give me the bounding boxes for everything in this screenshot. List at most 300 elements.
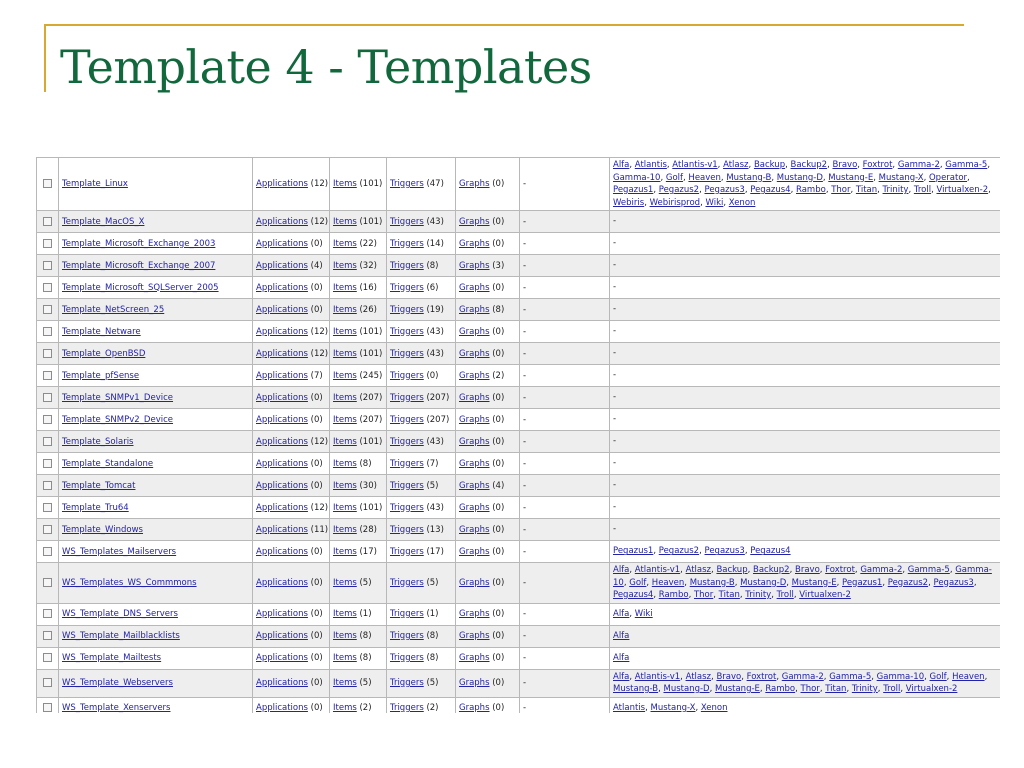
row-select-checkbox[interactable]: [43, 217, 52, 226]
host-link[interactable]: Backup: [716, 565, 748, 575]
row-select-checkbox[interactable]: [43, 349, 52, 358]
applications-count: (11): [310, 524, 329, 535]
graphs-link[interactable]: Graphs: [459, 678, 490, 688]
host-link[interactable]: Alfa: [613, 160, 630, 170]
triggers-link[interactable]: Triggers: [390, 458, 424, 469]
host-link[interactable]: Pegazus4: [750, 546, 791, 557]
items-link[interactable]: Items: [333, 653, 357, 663]
triggers-link[interactable]: Triggers: [390, 609, 424, 619]
applications-cell: [253, 519, 330, 541]
items-link[interactable]: Items: [333, 577, 357, 588]
template-name-link[interactable]: WS_Templates_Mailservers: [62, 546, 177, 557]
template-name-cell: [59, 625, 253, 647]
applications-link[interactable]: Applications: [256, 609, 308, 619]
host-link[interactable]: Golf: [929, 671, 947, 682]
triggers-cell: [387, 387, 456, 409]
applications-link[interactable]: Applications: [256, 480, 308, 491]
items-count: (26): [359, 304, 377, 315]
graphs-link[interactable]: Graphs: [459, 546, 490, 557]
applications-count: (0): [310, 392, 323, 403]
graphs-cell: [456, 697, 520, 713]
host-link[interactable]: Heaven: [688, 172, 721, 183]
applications-count: (0): [310, 458, 323, 469]
row-select-checkbox[interactable]: [43, 631, 52, 640]
table-row: [37, 277, 1001, 299]
host-link[interactable]: Mustang-B: [613, 684, 659, 694]
table-row: [37, 603, 1001, 625]
host-link[interactable]: Rambo: [658, 590, 689, 600]
host-link[interactable]: Pegazus4: [613, 590, 654, 600]
graphs-cell: [456, 158, 520, 211]
host-link[interactable]: Mustang-B: [689, 577, 735, 588]
items-link[interactable]: Items: [333, 703, 357, 713]
triggers-link[interactable]: Triggers: [390, 392, 424, 403]
triggers-count: (43): [426, 326, 444, 337]
items-link[interactable]: Items: [333, 238, 357, 249]
linked-templates-cell: -: [520, 647, 610, 669]
row-select-checkbox[interactable]: [43, 261, 52, 270]
triggers-link[interactable]: Triggers: [390, 577, 424, 588]
template-name-link[interactable]: WS_Template_DNS_Servers: [62, 609, 178, 619]
template-name-link[interactable]: WS_Template_Mailtests: [62, 653, 162, 663]
host-link[interactable]: Bravo: [795, 565, 820, 575]
row-select-checkbox[interactable]: [43, 283, 52, 292]
host-link[interactable]: Mustang-D: [776, 172, 823, 183]
host-link[interactable]: Bravo: [832, 160, 858, 170]
linked-hosts-cell: -: [610, 321, 1001, 343]
host-link[interactable]: Alfa: [613, 630, 630, 641]
host-link[interactable]: Operator: [928, 172, 968, 183]
items-cell: [330, 343, 387, 365]
host-link[interactable]: Golf: [629, 577, 647, 588]
template-name-link[interactable]: Template_Standalone: [62, 458, 154, 469]
host-link[interactable]: Mustang-D: [663, 684, 710, 694]
items-cell: [330, 387, 387, 409]
triggers-link[interactable]: Triggers: [390, 348, 424, 359]
items-link[interactable]: Items: [333, 502, 357, 513]
host-link[interactable]: Thor: [800, 684, 820, 694]
linked-templates-cell: -: [520, 409, 610, 431]
applications-link[interactable]: Applications: [256, 631, 308, 641]
items-link[interactable]: Items: [333, 326, 357, 337]
graphs-link[interactable]: Graphs: [459, 304, 490, 315]
template-name-link[interactable]: Template_SNMPv1_Device: [62, 392, 174, 403]
triggers-link[interactable]: Triggers: [390, 502, 424, 513]
host-link[interactable]: Virtualxen-2: [905, 684, 958, 694]
applications-link[interactable]: Applications: [256, 370, 308, 381]
host-link[interactable]: Trinity: [745, 590, 772, 600]
host-link[interactable]: Pegazus1: [842, 577, 883, 588]
items-link[interactable]: Items: [333, 524, 357, 535]
applications-link[interactable]: Applications: [256, 436, 308, 447]
host-link[interactable]: Gamma-10: [876, 671, 925, 682]
graphs-link[interactable]: Graphs: [459, 458, 490, 469]
host-link[interactable]: Heaven: [952, 671, 985, 682]
template-name-cell: [59, 255, 253, 277]
select-cell: [37, 453, 59, 475]
items-cell: [330, 158, 387, 211]
host-link[interactable]: Titan: [718, 590, 740, 600]
graphs-link[interactable]: Graphs: [459, 260, 490, 271]
items-link[interactable]: Items: [333, 179, 357, 189]
host-link[interactable]: Thor: [693, 590, 714, 600]
triggers-link[interactable]: Triggers: [390, 678, 424, 688]
items-cell: [330, 647, 387, 669]
host-link[interactable]: Alfa: [613, 565, 630, 575]
triggers-link[interactable]: Triggers: [390, 238, 424, 249]
host-link[interactable]: Alfa: [613, 608, 630, 619]
triggers-link[interactable]: Triggers: [390, 179, 424, 189]
triggers-link[interactable]: Triggers: [390, 216, 424, 227]
items-count: (32): [359, 260, 377, 271]
applications-link[interactable]: Applications: [256, 304, 308, 315]
host-link[interactable]: Wiki: [705, 197, 724, 208]
row-select-checkbox[interactable]: [43, 678, 52, 687]
host-link[interactable]: Rambo: [765, 684, 796, 694]
table-row: [37, 255, 1001, 277]
host-link[interactable]: Virtualxen-2: [799, 590, 851, 600]
applications-count: (7): [310, 370, 323, 381]
row-select-checkbox[interactable]: [43, 703, 52, 712]
applications-count: (12): [310, 216, 329, 227]
template-name-link[interactable]: Template_MacOS_X: [62, 216, 145, 227]
row-select-checkbox[interactable]: [43, 525, 52, 534]
row-select-checkbox[interactable]: [43, 653, 52, 662]
items-link[interactable]: Items: [333, 392, 357, 403]
items-cell: [330, 563, 387, 604]
template-name-link[interactable]: Template_Linux: [62, 179, 128, 189]
host-link[interactable]: Atlasz: [685, 671, 712, 682]
host-link[interactable]: Trinity: [851, 684, 878, 694]
graphs-link[interactable]: Graphs: [459, 436, 490, 447]
applications-link[interactable]: Applications: [256, 703, 308, 713]
host-link[interactable]: Gamma-5: [829, 671, 872, 682]
linked-templates-cell: -: [520, 343, 610, 365]
host-link[interactable]: Foxtrot: [746, 671, 777, 682]
select-cell: [37, 541, 59, 563]
row-select-checkbox[interactable]: [43, 578, 52, 587]
graphs-link[interactable]: Graphs: [459, 414, 490, 425]
triggers-link[interactable]: Triggers: [390, 414, 424, 425]
applications-count: (0): [310, 304, 323, 315]
linked-templates-cell: -: [520, 277, 610, 299]
graphs-link[interactable]: Graphs: [459, 577, 490, 588]
items-count: (101): [359, 326, 383, 337]
template-name-link[interactable]: WS_Template_Mailblacklists: [62, 631, 180, 641]
applications-link[interactable]: Applications: [256, 179, 308, 189]
select-cell: [37, 497, 59, 519]
template-name-link[interactable]: Template_Netware: [62, 326, 141, 337]
host-link[interactable]: Atlasz: [723, 160, 749, 170]
host-link[interactable]: Gamma-2: [897, 160, 940, 170]
triggers-link[interactable]: Triggers: [390, 282, 424, 293]
row-select-checkbox[interactable]: [43, 503, 52, 512]
template-name-link[interactable]: Template_Tomcat: [62, 480, 136, 491]
graphs-link[interactable]: Graphs: [459, 502, 490, 513]
host-link[interactable]: Foxtrot: [862, 160, 893, 170]
host-link[interactable]: Gamma-2: [860, 565, 903, 575]
template-name-link[interactable]: Template_Microsoft_Exchange_2003: [62, 238, 216, 249]
applications-link[interactable]: Applications: [256, 678, 308, 688]
graphs-link[interactable]: Graphs: [459, 703, 490, 713]
graphs-link[interactable]: Graphs: [459, 238, 490, 249]
template-name-cell: [59, 669, 253, 697]
host-link[interactable]: Xenon: [728, 197, 756, 208]
triggers-link[interactable]: Triggers: [390, 703, 424, 713]
row-select-checkbox[interactable]: [43, 179, 52, 188]
triggers-link[interactable]: Triggers: [390, 326, 424, 337]
template-name-link[interactable]: Template_Tru64: [62, 502, 129, 513]
row-select-checkbox[interactable]: [43, 327, 52, 336]
template-name-link[interactable]: Template_Solaris: [62, 436, 134, 447]
row-select-checkbox[interactable]: [43, 437, 52, 446]
host-link[interactable]: Alfa: [613, 652, 630, 663]
row-select-checkbox[interactable]: [43, 481, 52, 490]
graphs-link[interactable]: Graphs: [459, 609, 490, 619]
graphs-link[interactable]: Graphs: [459, 282, 490, 293]
host-link[interactable]: Heaven: [651, 577, 685, 588]
graphs-link[interactable]: Graphs: [459, 480, 490, 491]
graphs-link[interactable]: Graphs: [459, 326, 490, 337]
triggers-link[interactable]: Triggers: [390, 370, 424, 381]
applications-link[interactable]: Applications: [256, 502, 308, 513]
applications-cell: [253, 647, 330, 669]
applications-cell: [253, 343, 330, 365]
row-select-checkbox[interactable]: [43, 547, 52, 556]
linked-hosts-cell: -: [610, 431, 1001, 453]
row-select-checkbox[interactable]: [43, 393, 52, 402]
linked-hosts-cell: [610, 625, 1001, 647]
row-select-checkbox[interactable]: [43, 239, 52, 248]
applications-link[interactable]: Applications: [256, 216, 308, 227]
items-count: (8): [359, 458, 372, 469]
items-link[interactable]: Items: [333, 436, 357, 447]
table-row: [37, 365, 1001, 387]
host-link[interactable]: Atlantis: [613, 702, 646, 713]
items-link[interactable]: Items: [333, 304, 357, 315]
items-link[interactable]: Items: [333, 609, 357, 619]
graphs-link[interactable]: Graphs: [459, 631, 490, 641]
applications-link[interactable]: Applications: [256, 458, 308, 469]
template-name-link[interactable]: Template_pfSense: [62, 370, 140, 381]
host-link[interactable]: Backup2: [790, 160, 828, 170]
host-link[interactable]: Titan: [855, 185, 878, 195]
host-link[interactable]: Gamma-5: [945, 160, 988, 170]
items-cell: [330, 519, 387, 541]
triggers-link[interactable]: Triggers: [390, 304, 424, 315]
host-link[interactable]: Mustang-E: [791, 577, 837, 588]
graphs-link[interactable]: Graphs: [459, 179, 490, 189]
graphs-link[interactable]: Graphs: [459, 653, 490, 663]
applications-link[interactable]: Applications: [256, 238, 308, 249]
row-select-checkbox[interactable]: [43, 415, 52, 424]
host-link[interactable]: Mustang-D: [740, 577, 787, 588]
host-link[interactable]: Trinity: [882, 185, 909, 195]
applications-cell: [253, 541, 330, 563]
host-link[interactable]: Mustang-E: [714, 684, 760, 694]
triggers-count: (43): [426, 216, 444, 227]
host-link[interactable]: Atlantis-v1: [634, 671, 681, 682]
triggers-cell: [387, 321, 456, 343]
host-link[interactable]: Pegazus2: [887, 577, 929, 588]
graphs-count: (0): [492, 414, 505, 425]
host-link[interactable]: Xenon: [700, 702, 728, 713]
graphs-cell: [456, 647, 520, 669]
host-link[interactable]: Atlantis-v1: [634, 565, 681, 575]
select-cell: [37, 158, 59, 211]
triggers-link[interactable]: Triggers: [390, 524, 424, 535]
template-name-link[interactable]: WS_Template_Webservers: [62, 678, 173, 688]
host-link[interactable]: Troll: [913, 185, 932, 195]
template-name-link[interactable]: Template_Windows: [62, 524, 143, 535]
triggers-link[interactable]: Triggers: [390, 260, 424, 271]
items-link[interactable]: Items: [333, 260, 357, 271]
applications-link[interactable]: Applications: [256, 577, 308, 588]
template-name-link[interactable]: Template_Microsoft_Exchange_2007: [62, 260, 216, 271]
host-link[interactable]: Atlasz: [685, 565, 712, 575]
host-link[interactable]: Mustang-B: [726, 172, 772, 183]
host-link[interactable]: Webiris: [613, 197, 645, 208]
items-link[interactable]: Items: [333, 414, 357, 425]
host-link[interactable]: Atlantis-v1: [672, 160, 718, 170]
host-link[interactable]: Pegazus3: [933, 577, 974, 588]
linked-hosts-cell: -: [610, 475, 1001, 497]
host-link[interactable]: Gamma-2: [781, 671, 824, 682]
select-cell: [37, 697, 59, 713]
host-link[interactable]: Pegazus2: [658, 185, 700, 195]
applications-link[interactable]: Applications: [256, 392, 308, 403]
select-cell: [37, 669, 59, 697]
applications-count: (0): [310, 480, 323, 491]
graphs-count: (0): [492, 546, 505, 557]
triggers-link[interactable]: Triggers: [390, 546, 424, 557]
host-link[interactable]: Pegazus1: [613, 185, 654, 195]
items-link[interactable]: Items: [333, 458, 357, 469]
triggers-link[interactable]: Triggers: [390, 480, 424, 491]
items-cell: [330, 669, 387, 697]
triggers-count: (0): [426, 370, 439, 381]
items-cell: [330, 321, 387, 343]
host-link[interactable]: Pegazus4: [750, 185, 791, 195]
items-link[interactable]: Items: [333, 282, 357, 293]
host-link[interactable]: Foxtrot: [825, 565, 855, 575]
select-cell: [37, 409, 59, 431]
triggers-link[interactable]: Triggers: [390, 436, 424, 447]
row-select-checkbox[interactable]: [43, 371, 52, 380]
linked-hosts-cell: Alfa, Atlantis-v1, Atlasz, Backup, Backup2, Bravo, Foxtrot, Gamma-2, Gamma-5, Gamma-10, Golf, Heaven, Mustang-B, Mustang-D, Mustang-E, Pegazus1, Pegazus2, Pegazus3, Pegazus4, Rambo, Thor, Titan, Trinity, Troll, Virtualxen-2: [610, 563, 1001, 604]
host-link[interactable]: Gamma-10: [613, 172, 661, 183]
host-link[interactable]: Bravo: [716, 671, 742, 682]
graphs-count: (0): [492, 238, 505, 249]
host-link[interactable]: Pegazus2: [658, 546, 700, 557]
template-name-link[interactable]: Template_NetScreen_25: [62, 304, 165, 315]
template-name-link[interactable]: Template_OpenBSD: [62, 348, 146, 359]
host-link[interactable]: Webirisprod: [649, 197, 701, 208]
applications-link[interactable]: Applications: [256, 348, 308, 359]
host-link[interactable]: Pegazus3: [704, 546, 745, 557]
host-link[interactable]: Golf: [665, 172, 684, 183]
host-link[interactable]: Mustang-X: [650, 702, 696, 713]
triggers-link[interactable]: Triggers: [390, 631, 424, 641]
applications-link[interactable]: Applications: [256, 282, 308, 293]
applications-link[interactable]: Applications: [256, 653, 308, 663]
graphs-link[interactable]: Graphs: [459, 370, 490, 381]
applications-link[interactable]: Applications: [256, 414, 308, 425]
host-link[interactable]: Rambo: [796, 185, 826, 195]
host-link[interactable]: Alfa: [613, 671, 630, 682]
applications-link[interactable]: Applications: [256, 260, 308, 271]
host-link[interactable]: Backup: [753, 160, 786, 170]
host-link[interactable]: Wiki: [634, 608, 653, 619]
items-cell: [330, 365, 387, 387]
host-link[interactable]: Mustang-X: [878, 172, 924, 183]
host-link[interactable]: Gamma-10: [613, 565, 992, 588]
items-link[interactable]: Items: [333, 370, 357, 381]
items-count: (8): [359, 653, 372, 663]
host-link[interactable]: Atlantis: [634, 160, 667, 170]
items-link[interactable]: Items: [333, 348, 357, 359]
template-name-link[interactable]: WS_Templates_WS_Commmons: [62, 577, 197, 588]
row-select-checkbox[interactable]: [43, 305, 52, 314]
graphs-link[interactable]: Graphs: [459, 216, 490, 227]
applications-link[interactable]: Applications: [256, 326, 308, 337]
template-name-link[interactable]: Template_Microsoft_SQLServer_2005: [62, 282, 219, 293]
template-name-cell: [59, 409, 253, 431]
table-row: [37, 475, 1001, 497]
host-link[interactable]: Mustang-E: [828, 172, 874, 183]
applications-link[interactable]: Applications: [256, 524, 308, 535]
row-select-checkbox[interactable]: [43, 459, 52, 468]
applications-count: (12): [310, 326, 329, 337]
graphs-link[interactable]: Graphs: [459, 524, 490, 535]
host-link[interactable]: Pegazus3: [704, 185, 745, 195]
items-link[interactable]: Items: [333, 480, 357, 491]
applications-link[interactable]: Applications: [256, 546, 308, 557]
items-link[interactable]: Items: [333, 631, 357, 641]
template-name-link[interactable]: Template_SNMPv2_Device: [62, 414, 174, 425]
items-count: (5): [359, 577, 372, 588]
graphs-link[interactable]: Graphs: [459, 392, 490, 403]
triggers-cell: [387, 277, 456, 299]
triggers-link[interactable]: Triggers: [390, 653, 424, 663]
graphs-link[interactable]: Graphs: [459, 348, 490, 359]
host-link[interactable]: Virtualxen-2: [936, 185, 989, 195]
graphs-cell: [456, 343, 520, 365]
host-link[interactable]: Titan: [825, 684, 847, 694]
items-link[interactable]: Items: [333, 546, 357, 557]
host-link[interactable]: Thor: [831, 185, 851, 195]
template-name-cell: [59, 233, 253, 255]
host-link[interactable]: Pegazus1: [613, 546, 654, 557]
host-link[interactable]: Backup2: [753, 565, 790, 575]
items-count: (30): [359, 480, 377, 491]
host-link[interactable]: Troll: [883, 684, 901, 694]
applications-cell: [253, 431, 330, 453]
template-name-link[interactable]: WS_Template_Xenservers: [62, 703, 171, 713]
host-link[interactable]: Gamma-5: [907, 565, 950, 575]
host-link[interactable]: Troll: [776, 590, 794, 600]
linked-hosts-cell: -: [610, 365, 1001, 387]
linked-templates-cell: -: [520, 211, 610, 233]
row-select-checkbox[interactable]: [43, 609, 52, 618]
items-link[interactable]: Items: [333, 678, 357, 688]
triggers-count: (19): [426, 304, 444, 315]
items-link[interactable]: Items: [333, 216, 357, 227]
graphs-count: (0): [492, 392, 505, 403]
items-cell: [330, 409, 387, 431]
applications-cell: [253, 563, 330, 604]
table-row: [37, 387, 1001, 409]
